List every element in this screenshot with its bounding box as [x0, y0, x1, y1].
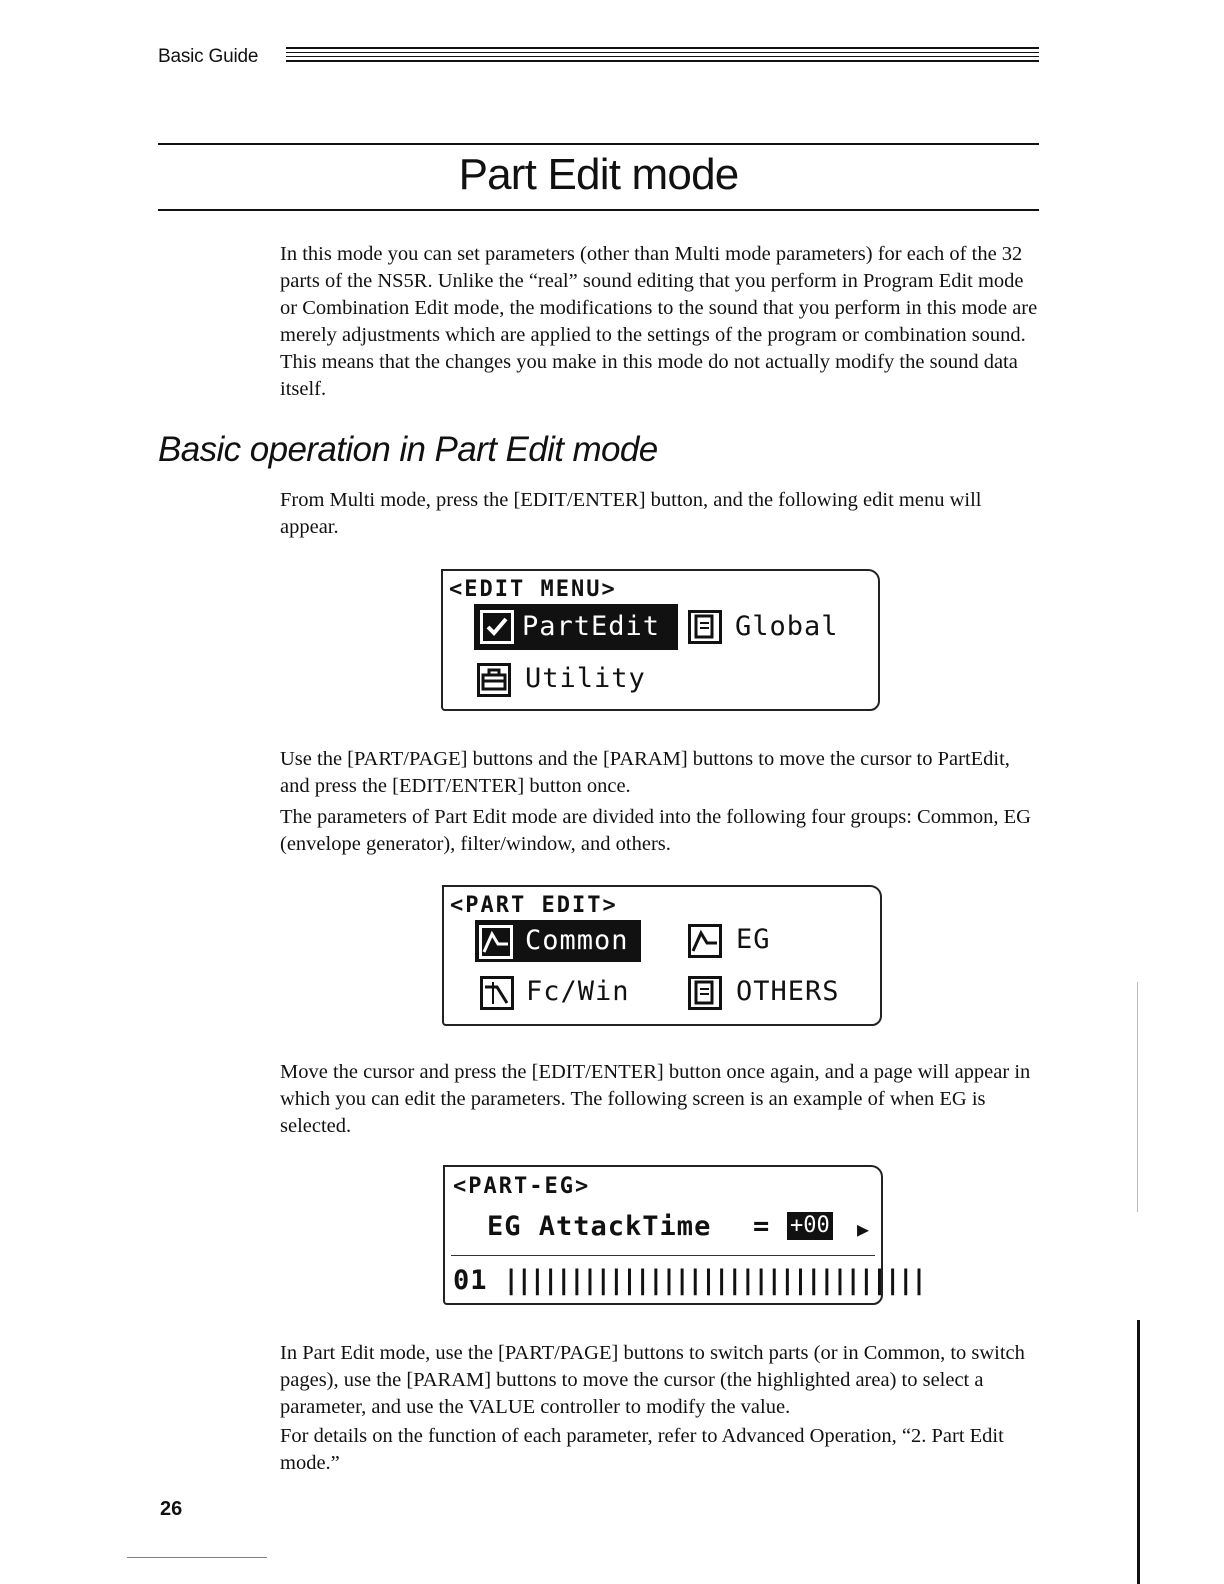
lcd-divider [451, 1255, 875, 1256]
page-number: 26 [160, 1498, 183, 1520]
document-icon [688, 610, 722, 644]
part-indicator-bars: |||||||||||||||||||||||||||||||| [503, 1265, 924, 1296]
title-rule-top [158, 143, 1039, 145]
check-icon [480, 610, 514, 644]
selected-item-partedit [474, 604, 678, 650]
scan-edge-mark [1137, 1320, 1140, 1584]
paragraph-open-menu: From Multi mode, press the [EDIT/ENTER] button, and the following edit menu will appear. [280, 489, 982, 538]
paragraph-details-ref: For details on the function of each parameter, refer to Advanced Operation, “2. Part Edit mode.” [280, 1425, 1004, 1474]
title-rule-bottom [158, 209, 1039, 211]
envelope-icon [688, 924, 722, 958]
menu-item-partedit: PartEdit [522, 611, 661, 642]
arrow-right-icon: ▶ [857, 1217, 870, 1241]
menu-item-others: OTHERS [736, 976, 840, 1007]
equals-sign: = [753, 1211, 771, 1242]
lcd-part-edit [442, 885, 882, 1026]
menu-item-eg: EG [736, 924, 771, 955]
page-title: Part Edit mode [458, 150, 739, 199]
envelope-icon [479, 925, 513, 959]
lcd-header: <PART-EG> [453, 1174, 591, 1199]
paragraph-move-cursor: Use the [PART/PAGE] buttons and the [PARAM] buttons to move the cursor to PartEdit, and press the [EDIT/ENTER] button once. [280, 748, 1010, 797]
menu-item-fc-win: Fc/Win [526, 976, 630, 1007]
menu-item-utility: Utility [525, 663, 646, 694]
selected-item-common [475, 920, 641, 962]
menu-item-global: Global [735, 611, 839, 642]
lcd-edit-menu [441, 569, 880, 711]
running-header: Basic Guide [158, 46, 259, 67]
intro-paragraph: In this mode you can set parameters (other than Multi mode parameters) for each of the 32 parts of the NS5R. Unlike the “real” sound editing that you perform in Program Edit mode or Combination Edit mode, the modifications to the sound that you perform in this mode are merely adjustments which are applied to the settings of the program or combination sound. This means that the changes you make in this mode do not actually modify the sound data itself. [280, 243, 1038, 400]
parameter-value: +00 [787, 1212, 833, 1240]
menu-item-common: Common [525, 925, 629, 956]
toolbox-icon [477, 663, 511, 697]
header-rules [286, 47, 1039, 63]
filter-icon [480, 976, 514, 1010]
lcd-part-eg [443, 1165, 924, 1305]
parameter-name: EG AttackTime [487, 1211, 712, 1242]
scan-edge-mark [1137, 982, 1138, 1212]
section-heading: Basic operation in Part Edit mode [158, 430, 658, 469]
part-number: 01 [453, 1265, 488, 1296]
paragraph-four-groups: The parameters of Part Edit mode are divided into the following four groups: Common, EG (envelope generator), filter/window, and others. [280, 806, 1031, 855]
footer-rule [127, 1557, 267, 1558]
lcd-header: <PART EDIT> [450, 893, 618, 918]
paragraph-switch-parts: In Part Edit mode, use the [PART/PAGE] buttons to switch parts (or in Common, to switch pages), use the [PARAM] buttons to move the cursor (the highlighted area) to select a parameter, and use the VALUE controller to modify the value. [280, 1342, 1025, 1418]
document-icon [688, 976, 722, 1010]
paragraph-edit-page: Move the cursor and press the [EDIT/ENTER] button once again, and a page will appear in which you can edit the parameters. The following screen is an example of when EG is selected. [280, 1061, 1031, 1137]
lcd-header: <EDIT MENU> [449, 577, 617, 602]
